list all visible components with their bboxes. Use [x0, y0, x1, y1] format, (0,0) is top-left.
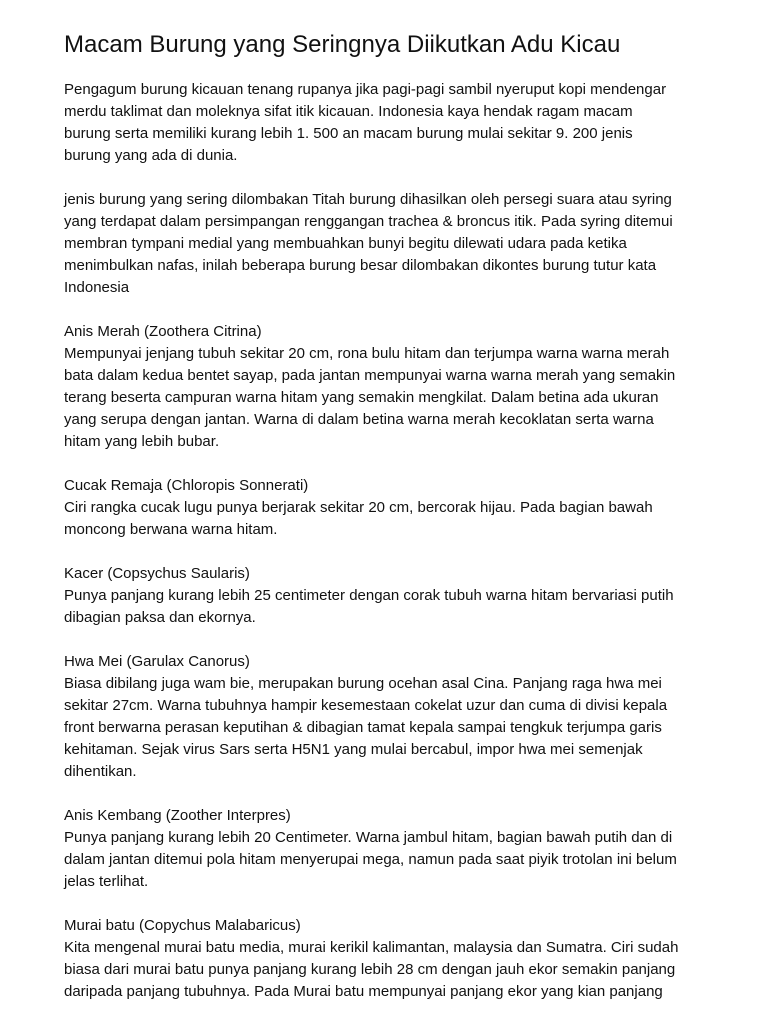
text-line: biasa dari murai batu punya panjang kurang lebih 28 cm dengan jauh ekor semakin panjang — [64, 961, 676, 978]
text-line: Punya panjang kurang lebih 20 Centimeter. Warna jambul hitam, bagian bawah putih dan di — [64, 829, 673, 846]
text-line: membran tympani medial yang membuahkan bunyi begitu dilewati udara pada ketika — [64, 235, 627, 252]
document-body — [64, 79, 704, 1024]
text-line: burung serta memiliki kurang lebih 1. 500 an macam burung mulai sekitar 9. 200 jenis — [64, 125, 633, 142]
text-line: dihentikan. — [64, 763, 137, 780]
text-line: Indonesia — [64, 279, 130, 296]
text-line: Mempunyai jenjang tubuh sekitar 20 cm, rona bulu hitam dan terjumpa warna warna merah — [64, 345, 670, 362]
text-line: front berwarna perasan keputihan & dibagian tamat kepala sampai tengkuk terjumpa garis — [64, 719, 662, 736]
text-line: Murai batu (Copychus Malabaricus) — [64, 917, 301, 934]
text-line: jenis burung yang sering dilombakan Titah burung dihasilkan oleh persegi suara atau syring — [64, 191, 672, 208]
text-line: Hwa Mei (Garulax Canorus) — [64, 653, 250, 670]
paragraph — [64, 805, 704, 893]
text-line: Cucak Remaja (Chloropis Sonnerati) — [64, 477, 309, 494]
text-line: Kacer (Copsychus Saularis) — [64, 565, 250, 582]
text-line: hitam yang lebih bubar. — [64, 433, 220, 450]
text-line: Anis Kembang (Zoother Interpres) — [64, 807, 291, 824]
text-line: yang terdapat dalam persimpangan renggangan trachea & broncus itik. Pada syring ditemui — [64, 213, 673, 230]
text-line: Punya panjang kurang lebih 25 centimeter dengan corak tubuh warna hitam bervariasi putih — [64, 587, 674, 604]
text-line: Pengagum burung kicauan tenang rupanya jika pagi-pagi sambil nyeruput kopi mendengar — [64, 81, 667, 98]
paragraph — [64, 79, 704, 167]
text-line: menimbulkan nafas, inilah beberapa burung besar dilombakan dikontes burung tutur kata — [64, 257, 657, 274]
paragraph — [64, 321, 704, 453]
text-line: Ciri rangka cucak lugu punya berjarak sekitar 20 cm, bercorak hijau. Pada bagian bawah — [64, 499, 653, 516]
text-line: merdu taklimat dan moleknya sifat itik kicauan. Indonesia kaya hendak ragam macam — [64, 103, 633, 120]
text-line: dalam jantan ditemui pola hitam menyerupai mega, namun pada saat piyik trotolan ini belum — [64, 851, 677, 868]
paragraph — [64, 651, 704, 783]
text-line: Kita mengenal murai batu media, murai kerikil kalimantan, malaysia dan Sumatra. Ciri sudah — [64, 939, 679, 956]
document-title: Macam Burung yang Seringnya Diikutkan Adu Kicau — [64, 31, 621, 58]
paragraph — [64, 563, 704, 629]
paragraph — [64, 915, 704, 1003]
text-line: dibagian paksa dan ekornya. — [64, 609, 256, 626]
text-line: Anis Merah (Zoothera Citrina) — [64, 323, 262, 340]
text-line: moncong berwana warna hitam. — [64, 521, 278, 538]
text-line: jelas terlihat. — [64, 873, 149, 890]
text-line: sekitar 27cm. Warna tubuhnya hampir kesemestaan cokelat uzur dan cuma di divisi kepala — [64, 697, 668, 714]
text-line: Biasa dibilang juga wam bie, merupakan burung ocehan asal Cina. Panjang raga hwa mei — [64, 675, 662, 692]
paragraph — [64, 189, 704, 299]
text-line: burung yang ada di dunia. — [64, 147, 238, 164]
text-line: yang serupa dengan jantan. Warna di dalam betina warna merah kecoklatan serta warna — [64, 411, 654, 428]
text-line: daripada panjang tubuhnya. Pada Murai batu mempunyai panjang ekor yang kian panjang — [64, 983, 663, 1000]
text-line: bata dalam kedua bentet sayap, pada jantan mempunyai warna warna merah yang semakin — [64, 367, 676, 384]
text-line: kehitaman. Sejak virus Sars serta H5N1 yang mulai bercabul, impor hwa mei semenjak — [64, 741, 643, 758]
text-line: terang beserta campuran warna hitam yang semakin mengkilat. Dalam betina ada ukuran — [64, 389, 659, 406]
paragraph — [64, 475, 704, 541]
